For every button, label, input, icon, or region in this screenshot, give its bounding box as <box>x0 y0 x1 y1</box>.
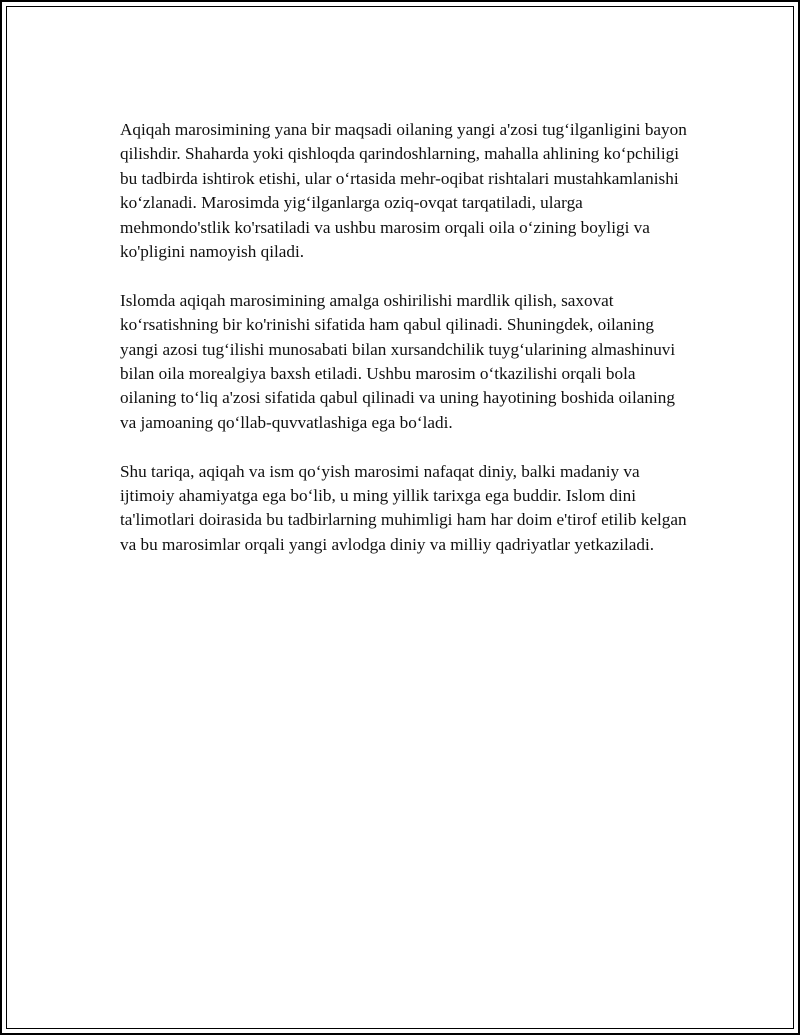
paragraph-2: Islomda aqiqah marosimining amalga oshirilishi mardlik qilish, saxovat ko‘rsatishning bir ko'rinishi sifatida ham qabul qilinadi. Shuningdek, oilaning yangi azosi tug‘ilishi munosabati bilan xursandchilik tuyg‘ularining almashinuvi bilan oila morealgiya baxsh etiladi. Ushbu marosim o‘tkazilishi orqali bola oilaning to‘liq a'zosi sifatida qabul qilinadi va uning hayotining boshida oilaning va jamoaning qo‘llab-quvvatlashiga ega bo‘ladi. <box>120 290 676 432</box>
document-body <box>120 118 690 582</box>
paragraph-1: Aqiqah marosimining yana bir maqsadi oilaning yangi a'zosi tug‘ilganligini bayon qilishdir. Shaharda yoki qishloqda qarindoshlarning, mahalla ahlining ko‘pchiligi bu tadbirda ishtirok etishi, ular o‘rtasida mehr-oqibat rishtalari mustahkamlanishi ko‘zlanadi. Marosimda yig‘ilganlarga oziq-ovqat tarqatiladi, ularga mehmondo'stlik ko'rsatiladi va ushbu marosim orqali oila o‘zining boyligi va ko'pligini namoyish qiladi. <box>120 120 687 262</box>
paragraph-3: Shu tariqa, aqiqah va ism qo‘yish marosimi nafaqat diniy, balki madaniy va ijtimoiy ahamiyatga ega bo‘lib, u ming yillik tarixga ega buddir. Islom dini ta'limotlari doirasida bu tadbirlarning muhimligi ham har doim e'tirof etilib kelgan va bu marosimlar orqali yangi avlodga diniy va milliy qadriyatlar yetkaziladi. <box>120 461 687 554</box>
